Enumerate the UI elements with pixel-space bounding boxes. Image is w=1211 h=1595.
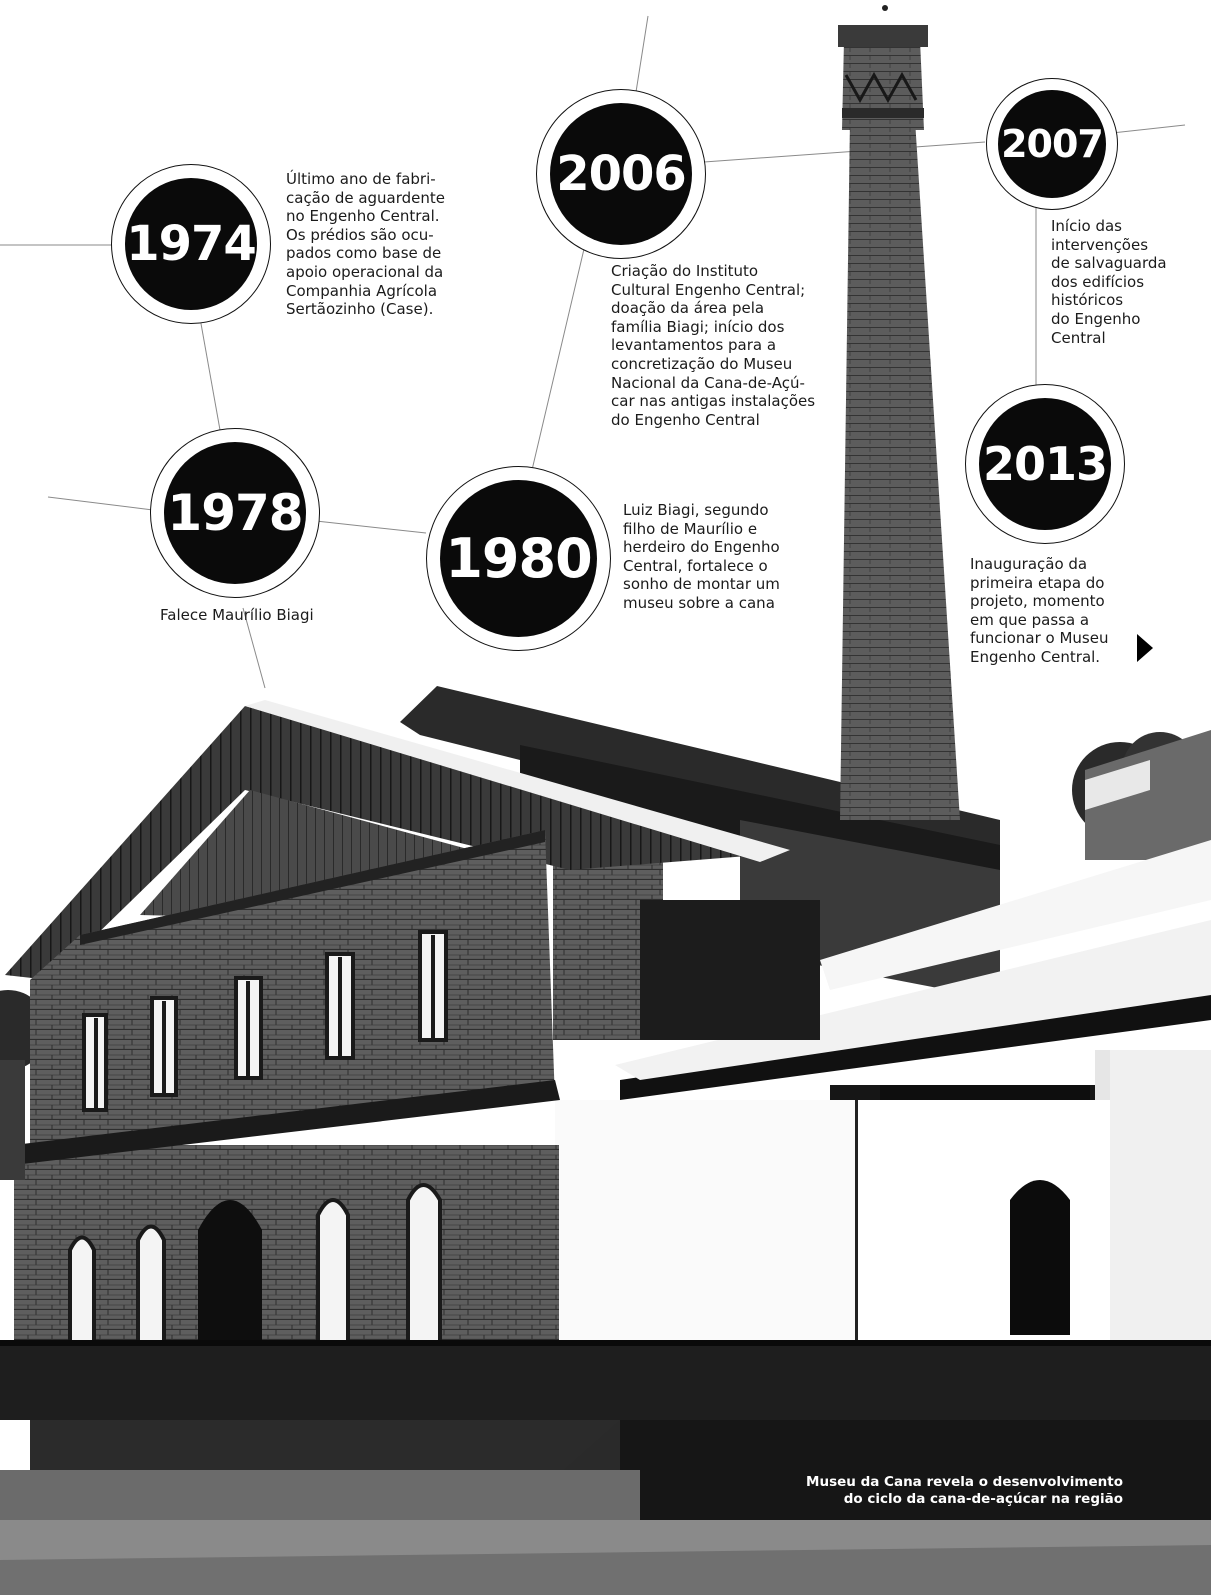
timeline-note-2013: Inauguração da primeira etapa do projeto, momento em que passa a funcionar o Museu Engenho Central. (970, 555, 1109, 666)
timeline-note-1980: Luiz Biagi, segundo filho de Maurílio e herdeiro do Engenho Central, fortalece o sonho de montar um museu sobre a cana (623, 501, 780, 612)
year-label: 1980 (440, 480, 597, 637)
year-label: 2007 (998, 90, 1106, 198)
timeline-note-1978: Falece Maurílio Biagi (160, 606, 314, 624)
year-label: 1978 (164, 442, 306, 584)
engenho-central-photo (0, 660, 1211, 1595)
timeline-note-1974: Último ano de fabri- cação de aguardente no Engenho Central. Os prédios são ocu- pados como base de apoio operacional da Companhia Agrícola Sertãozinho (Case). (286, 170, 446, 319)
timeline-note-2007: Início das intervenções de salvaguarda dos edifícios históricos do Engenho Central (1051, 217, 1167, 347)
year-badge-2013 (965, 384, 1125, 544)
year-badge-2006 (536, 89, 706, 259)
triangle-right-icon[interactable] (1137, 634, 1153, 662)
photo-caption: Museu da Cana revela o desenvolvimento do ciclo da cana-de-açúcar na região (806, 1474, 1123, 1507)
year-label: 2006 (550, 103, 692, 245)
year-badge-1978 (150, 428, 320, 598)
year-badge-1974 (111, 164, 271, 324)
year-label: 1974 (125, 178, 257, 310)
year-label: 2013 (979, 398, 1111, 530)
year-badge-1980 (426, 466, 611, 651)
timeline-note-2006: Criação do Instituto Cultural Engenho Central; doação da área pela família Biagi; início dos levantamentos para a concretização do Museu Nacional da Cana-de-Açú- car nas antigas instalações do Engenho Central (611, 262, 816, 429)
chimney (820, 0, 980, 830)
year-badge-2007 (986, 78, 1118, 210)
